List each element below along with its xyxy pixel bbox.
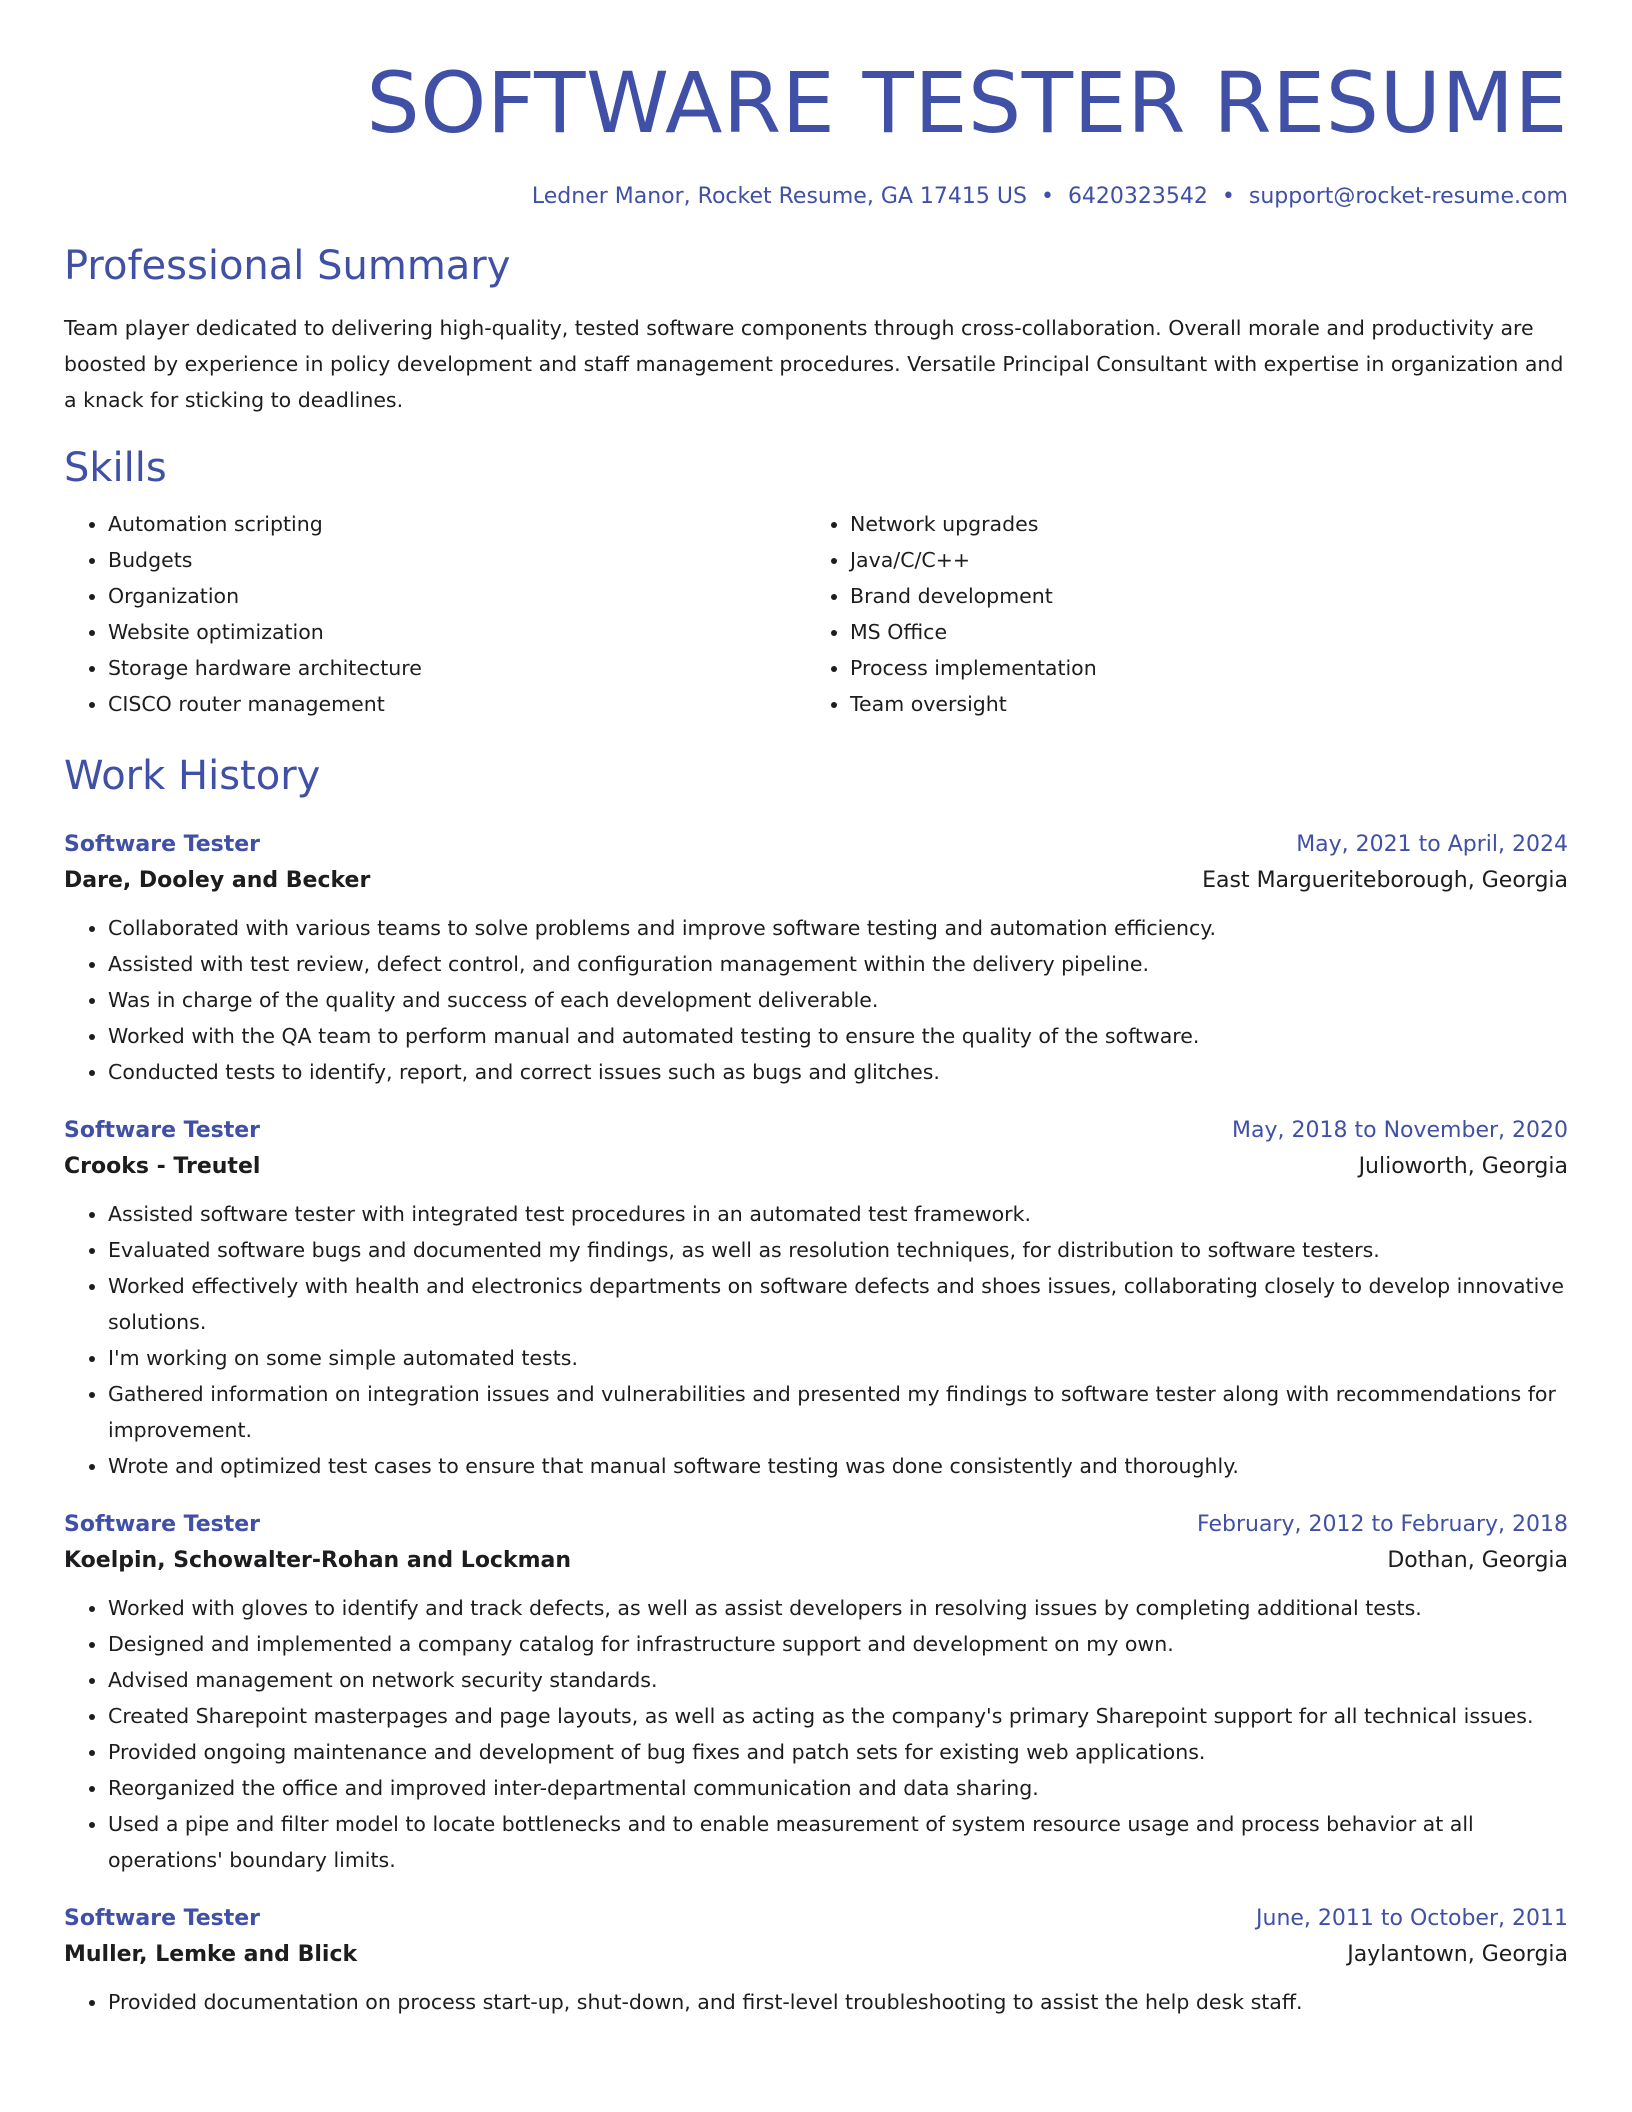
job-company: Dare, Dooley and Becker [64, 868, 371, 893]
job-entry [64, 828, 1568, 1090]
job-company: Koelpin, Schowalter-Rohan and Lockman [64, 1548, 572, 1573]
job-company: Muller, Lemke and Blick [64, 1942, 358, 1967]
resume-header [64, 50, 1568, 212]
skill-item: • Automation scripting [108, 506, 806, 542]
contact-separator: • [1221, 184, 1235, 209]
job-location: East Margueriteborough, Georgia [1202, 868, 1568, 893]
job-company: Crooks - Treutel [64, 1154, 261, 1179]
contact-email: support@rocket-resume.com [1248, 184, 1568, 209]
job-bullet: • I'm working on some simple automated tests. [108, 1340, 1568, 1376]
resume-title: SOFTWARE TESTER RESUME [366, 54, 1568, 152]
job-title-row [64, 828, 1568, 862]
job-bullet: • Provided ongoing maintenance and development of bug fixes and patch sets for existing web applications. [108, 1734, 1568, 1770]
job-bullets [64, 1590, 1568, 1878]
job-bullet: • Created Sharepoint masterpages and page layouts, as well as acting as the company's primary Sharepoint support for all technical issues. [108, 1698, 1568, 1734]
job-bullets [64, 910, 1568, 1090]
job-bullet: • Used a pipe and filter model to locate bottlenecks and to enable measurement of system resource usage and process behavior at all operations' boundary limits. [108, 1806, 1568, 1878]
job-bullet: • Was in charge of the quality and success of each development deliverable. [108, 982, 1568, 1018]
summary-heading: Professional Summary [64, 243, 511, 289]
job-bullet: • Worked with gloves to identify and track defects, as well as assist developers in resolving issues by completing additional tests. [108, 1590, 1568, 1626]
job-bullet: • Provided documentation on process start-up, shut-down, and first-level troubleshooting to assist the help desk staff. [108, 1984, 1568, 2020]
job-bullet: • Collaborated with various teams to solve problems and improve software testing and automation efficiency. [108, 910, 1568, 946]
skill-item: • Budgets [108, 542, 806, 578]
skill-item: • Storage hardware architecture [108, 650, 806, 686]
contact-separator: • [1040, 184, 1054, 209]
skill-item: • Website optimization [108, 614, 806, 650]
skills-column-right [806, 506, 1548, 722]
job-bullet: • Worked with the QA team to perform manual and automated testing to ensure the quality of the software. [108, 1018, 1568, 1054]
job-entry [64, 1114, 1568, 1484]
job-title: Software Tester [64, 1906, 261, 1931]
work-history-heading: Work History [64, 753, 321, 799]
skill-item: • Brand development [850, 578, 1548, 614]
contact-line [64, 182, 1568, 212]
job-company-row [64, 1542, 1568, 1580]
job-title: Software Tester [64, 1118, 261, 1143]
job-dates: February, 2012 to February, 2018 [1197, 1512, 1568, 1537]
job-bullet: • Designed and implemented a company catalog for infrastructure support and development on my own. [108, 1626, 1568, 1662]
job-entry [64, 1508, 1568, 1878]
job-title-row [64, 1114, 1568, 1148]
job-bullet: • Evaluated software bugs and documented my findings, as well as resolution techniques, for distribution to software testers. [108, 1232, 1568, 1268]
job-title-row [64, 1902, 1568, 1936]
job-entry [64, 1902, 1568, 2020]
job-dates: May, 2021 to April, 2024 [1296, 832, 1568, 857]
job-bullet: • Wrote and optimized test cases to ensure that manual software testing was done consistently and thoroughly. [108, 1448, 1568, 1484]
contact-address: Ledner Manor, Rocket Resume, GA 17415 US [531, 184, 1027, 209]
skill-item: • MS Office [850, 614, 1548, 650]
job-title: Software Tester [64, 832, 261, 857]
contact-phone: 6420323542 [1067, 184, 1208, 209]
skills-heading: Skills [64, 445, 167, 491]
job-bullets [64, 1196, 1568, 1484]
skill-item: • Java/C/C++ [850, 542, 1548, 578]
skill-item: • Organization [108, 578, 806, 614]
job-bullet: • Assisted with test review, defect control, and configuration management within the delivery pipeline. [108, 946, 1568, 982]
job-company-row [64, 1148, 1568, 1186]
skills-list [64, 506, 1568, 722]
summary-text: Team player dedicated to delivering high-quality, tested software components through cross-collaboration. Overall morale and productivity are boosted by experience in policy development and staff management procedures. Versatile Principal Consultant with expertise in organization and a knack for sticking to deadlines. [64, 316, 1564, 412]
job-dates: May, 2018 to November, 2020 [1232, 1118, 1568, 1143]
job-company-row [64, 862, 1568, 900]
job-bullet: • Worked effectively with health and electronics departments on software defects and shoes issues, collaborating closely to develop innovative solutions. [108, 1268, 1568, 1340]
job-company-row [64, 1936, 1568, 1974]
job-bullet: • Gathered information on integration issues and vulnerabilities and presented my findings to software tester along with recommendations for improvement. [108, 1376, 1568, 1448]
job-title: Software Tester [64, 1512, 261, 1537]
skills-column-left [64, 506, 806, 722]
job-dates: June, 2011 to October, 2011 [1256, 1906, 1568, 1931]
skill-item: • Network upgrades [850, 506, 1548, 542]
job-bullet: • Reorganized the office and improved inter-departmental communication and data sharing. [108, 1770, 1568, 1806]
job-location: Julioworth, Georgia [1358, 1154, 1568, 1179]
job-bullets [64, 1984, 1568, 2020]
job-title-row [64, 1508, 1568, 1542]
skill-item: • CISCO router management [108, 686, 806, 722]
job-bullet: • Conducted tests to identify, report, and correct issues such as bugs and glitches. [108, 1054, 1568, 1090]
job-location: Dothan, Georgia [1387, 1548, 1568, 1573]
job-location: Jaylantown, Georgia [1347, 1942, 1568, 1967]
job-bullet: • Assisted software tester with integrated test procedures in an automated test framework. [108, 1196, 1568, 1232]
skill-item: • Process implementation [850, 650, 1548, 686]
skill-item: • Team oversight [850, 686, 1548, 722]
job-bullet: • Advised management on network security standards. [108, 1662, 1568, 1698]
